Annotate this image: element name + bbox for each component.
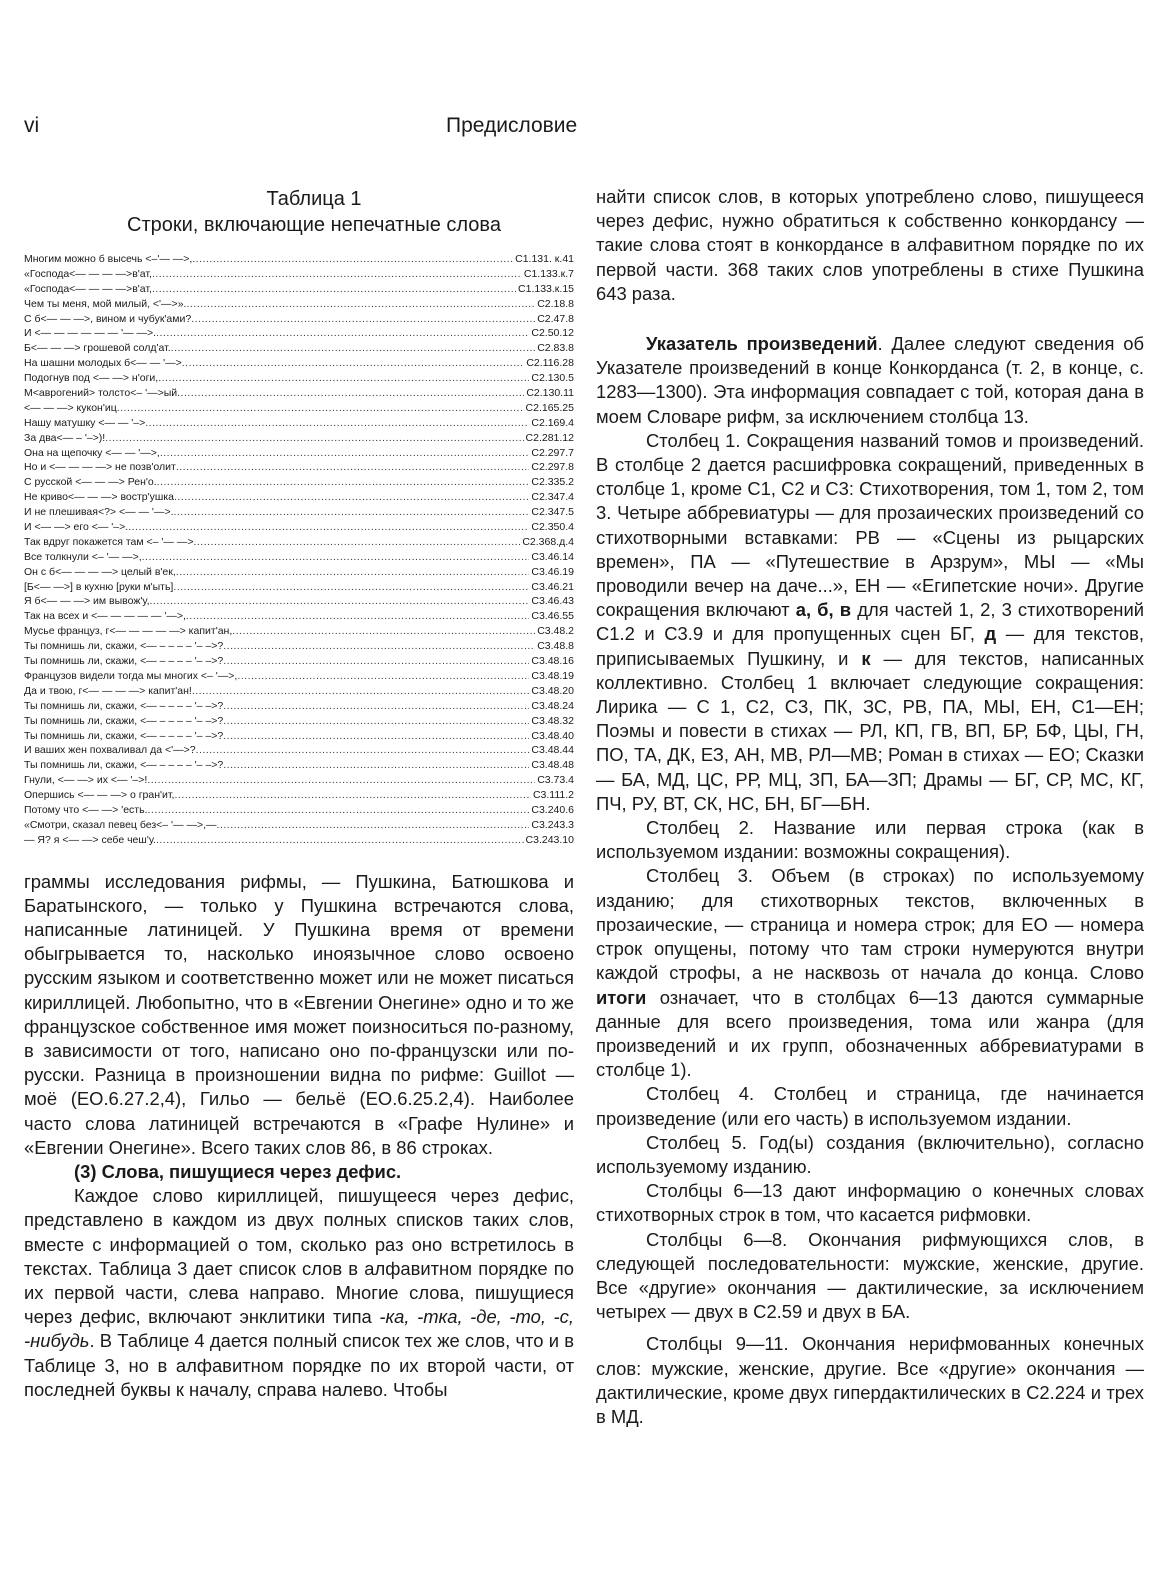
table-row-text: Потому что <— —> 'есть. — [24, 803, 148, 816]
table-row-ref: С3.48.48 — [531, 759, 574, 772]
section3-text-1: Каждое слово кириллицей, пишущееся через дефис, представлено в каждом из двух полных списков таких слов, вместе с информацией о том, сколько раз оно встретилось в текстах. Таблица 3 дает список слов в алфавитном порядке по их первой части, слева направо. Многие слова, пишущиеся через дефис, включают энклитики типа — [24, 1185, 574, 1328]
table-row-leader — [223, 758, 529, 773]
table-row-ref: С3.48.40 — [531, 729, 574, 742]
table-row-ref: С3.46.55 — [531, 610, 574, 623]
table-row-leader — [147, 773, 535, 788]
table-row-text: И ваших жен похваливал да <'—>? — [24, 744, 196, 757]
table-row-ref: С3.46.14 — [531, 550, 574, 563]
table-row — [24, 401, 574, 416]
table-row-text: Гнули, <— —> их <— '–>! — [24, 774, 148, 787]
table-row-text: Б<— — —> грошевой солд'ат. — [24, 342, 171, 355]
table-row — [24, 416, 574, 431]
table-row-text: Он с б<— — — —> целый в'ек, — [24, 565, 176, 578]
table-row-text: И <— —> его <— '–>. — [24, 521, 129, 534]
table-row-leader — [152, 267, 522, 282]
table-row — [24, 743, 574, 758]
table-row-ref: С1.133.к.7 — [523, 267, 574, 280]
table-row-ref: С1.131. к.41 — [515, 253, 574, 265]
table-row-leader — [176, 460, 530, 475]
col1-bold-d: д — [984, 623, 997, 645]
table-row-ref: С3.48.8 — [537, 640, 574, 653]
table-row-ref: С2.116.28 — [526, 357, 574, 370]
col3-text-b: означает, что в столбцах 6—13 даются суммарные данные для всего произведения, тома или жанра (для произведений и их групп, обозначенных аббревиатурами в столбце 1). — [596, 986, 1144, 1081]
table-row — [24, 535, 574, 550]
table-row — [24, 550, 574, 565]
table-row-ref: С1.133.к.15 — [518, 282, 574, 295]
table-row-leader — [223, 699, 529, 714]
table-row-text: С русской <— — —> Рен'о. — [24, 476, 157, 489]
table-row-leader — [156, 326, 529, 341]
table-row-ref: С2.281.12 — [525, 431, 574, 444]
table-row — [24, 341, 574, 356]
table-row — [24, 699, 574, 714]
right-column — [596, 186, 1144, 1429]
table-row-text: Нашу матушку <— — '–> — [24, 416, 146, 429]
table-row-ref: С2.297.7 — [531, 446, 574, 459]
col1-text-c: — для текстов, приписываемых Пушкину, и — [596, 623, 1144, 669]
table-row-text: Я б<— — —> им вывож'у, — [24, 595, 150, 608]
table-row-ref: С2.169.4 — [531, 416, 574, 429]
table-row-ref: С3.48.32 — [531, 714, 574, 727]
table-row — [24, 431, 574, 446]
table-row-ref: С2.47.8 — [537, 312, 574, 325]
col1-text-a: Столбец 1. Сокращения названий томов и произведений. В столбце 2 дается расшифровка сокращений, приведенных в столбце 1, кроме С1, С2 и С3: Стихотворения, том 1, том 2, том 3. Четыре аббревиатуры — для прозаических произведений со стихотворными вставками: РВ — «Сцены из рыцарских времен», ПА — «Путешествие в Арзрум», МЫ — «Мы проводили вечер на даче...», ЕН — «Египетские ночи». Другие сокращения включают — [596, 429, 1144, 621]
table-row — [24, 371, 574, 386]
table-row-text: Она на щепочку <— — '—>, — [24, 446, 160, 459]
table-rows — [24, 252, 574, 848]
table-row-text: Французов видели тогда мы многих <– '—>, — [24, 669, 238, 682]
table-row-ref: С2.83.8 — [537, 342, 574, 355]
table-row-text: Мусье француз, г<— — — — —> капит'ан, — [24, 625, 233, 638]
table-row-leader — [217, 818, 530, 833]
table-row — [24, 624, 574, 639]
table-row — [24, 297, 574, 312]
table-row — [24, 803, 574, 818]
table-row-leader — [186, 609, 529, 624]
table-row — [24, 520, 574, 535]
table-row-ref: С2.165.25 — [525, 401, 574, 414]
table-row-leader — [196, 743, 530, 758]
table-row-leader — [156, 833, 524, 848]
left-body — [24, 870, 574, 1402]
right-paragraph-1: найти список слов, в которых употреблено слово, пишущееся через дефис, нужно обратиться к собственно конкордансу — такие слова стоят в конкордансе в алфавитном порядке по их первой части. 368 таких слов употреблены в стихе Пушкина 643 раза. — [596, 186, 1144, 304]
table-row — [24, 386, 574, 401]
table-row-leader — [176, 565, 530, 580]
table-row-text: Чем ты меня, мой милый, <'—>». — [24, 297, 187, 310]
table-row-ref: С3.48.24 — [531, 699, 574, 712]
col1-text-b: для частей 1, 2, 3 стихотворений С1.2 и С3.9 и для пропущенных сцен БГ, — [596, 599, 1144, 645]
right-paragraph-9: Столбцы 6—8. Окончания рифмующихся слов, в следующей последовательности: мужские, женские, другие. Все «другие» окончания — дактилические, за исключением четырех — двух в С2.59 и двух в БА. — [596, 1228, 1144, 1323]
table-row-text: Ты помнишь ли, скажи, <— – – – – '– –>? — [24, 640, 224, 653]
right-paragraph-2 — [596, 332, 1144, 429]
table-row-ref: С3.73.4 — [537, 774, 574, 787]
table-row-leader — [158, 371, 529, 386]
table-row — [24, 758, 574, 773]
table-row-ref: С3.243.3 — [531, 818, 574, 831]
left-paragraph: граммы исследования рифмы, — Пушкина, Батюшкова и Баратынского, — только у Пушкина встречаются слова, написанные латиницей. У Пушкина время от времени обыгрывается то, насколько иноязычное слово освоено русским языком и соответственно может или не может писаться кириллицей. Любопытно, что в «Евгении Онегине» одно и то же французское собственное имя может поизноситься по-разному, в зависимости от того, написано оно по-французски или по-русски. Разница в произношении видна по рифме: Guillot — моё (ЕО.6.27.2,4), Гильо — бельё (ЕО.6.25.2,4). Наиболее часто слова латиницей встречаются в «Графе Нулине» и «Евгении Онегине». Всего таких слов 86, в 86 строках. — [24, 870, 574, 1158]
table-row-ref: С2.130.11 — [526, 387, 574, 400]
right-paragraph-10: Столбцы 9—11. Окончания нерифмованных конечных слов: мужские, женские, другие. Все «другие» окончания — дактилические, кроме двух гипердактилических в С2.224 и трех в МД. — [596, 1333, 1144, 1427]
table-row-text: М<аврогений> толсто<– '—>ый — [24, 387, 178, 400]
table-row-ref: С2.347.5 — [531, 506, 574, 519]
table-row-text: И <— — — — — — '— —>. — [24, 327, 157, 340]
table-row-leader — [128, 520, 529, 535]
col1-bold-abv: а, б, в — [795, 599, 852, 621]
table-row — [24, 818, 574, 833]
table-row-leader — [182, 356, 525, 371]
table-row-leader — [192, 684, 530, 699]
table-row — [24, 446, 574, 461]
table-row-text: <— — —> кукон'иц — [24, 401, 117, 414]
table-row — [24, 312, 574, 327]
table-row — [24, 356, 574, 371]
works-index-text: . Далее следуют сведения об Указателе произведений в конце Конкорданса (т. 2, в конце, с. 1283—1300). Эта информация совпадает с той, которая дана в моем Словаре рифм, за исключением столбца 13. — [596, 333, 1144, 427]
table-row-leader — [223, 714, 529, 729]
table-row-leader — [148, 803, 530, 818]
table-row-leader — [142, 550, 530, 565]
table-row-leader — [160, 446, 530, 461]
table-row-leader — [117, 401, 524, 416]
col1-text-d: — для текстов, написанных коллективно. Столбец 1 включает следующие сокращения: Лирика — С 1, С2, С3, ПК, ЗС, РВ, ПА, МЫ, ЕН, С1—ЕН; Поэмы и повести в стихах — РЛ, КП, ГВ, ВП, БР, БФ, ЦЫ, ГН, ПО, ТА, ДК, ЕЗ, АН, МВ, РЛ—МВ; Роман в стихах — ЕО; Сказки — БА, МД, ЦС, РР, МЦ, ЗП, БА—ЗП; Драмы — БГ, СР, МС, КГ, ПЧ, РУ, ВТ, СК, НС, БН, БГ—БН. — [596, 647, 1144, 814]
table-row — [24, 714, 574, 729]
table-row-text: «Смотри, сказал певец без<– '— —>,— — [24, 818, 217, 831]
table-subtitle: Строки, включающие непечатные слова — [127, 214, 501, 236]
table-row-text: [Б<— —>] в кухню [руки м'ыть] — [24, 580, 174, 593]
left-column — [24, 186, 574, 1402]
table-row — [24, 833, 574, 848]
section3-heading-text: (3) Слова, пишущиеся через дефис. — [74, 1161, 402, 1183]
table-row-ref: С3.48.16 — [531, 655, 574, 668]
table-row — [24, 267, 574, 282]
table-row-leader — [223, 729, 529, 744]
table-row — [24, 282, 574, 297]
table-row-ref: С3.243.10 — [525, 833, 574, 846]
table-row-leader — [237, 669, 529, 684]
table-row — [24, 460, 574, 475]
right-paragraph-3 — [596, 429, 1144, 816]
table-row-text: Многим можно б высечь <–'— —>, — [24, 253, 193, 265]
table-row — [24, 505, 574, 520]
right-paragraph-7: Столбец 5. Год(ы) создания (включительно), согласно используемому изданию. — [596, 1131, 1144, 1177]
right-paragraph-8: Столбцы 6—13 дают информацию о конечных словах стихотворных строк в том, что касается рифмовки. — [596, 1180, 1144, 1226]
page-number: vi — [24, 114, 40, 137]
table-row-ref: С3.48.44 — [531, 744, 574, 757]
table-row — [24, 475, 574, 490]
table-row-ref: С2.130.5 — [531, 372, 574, 385]
table-row — [24, 639, 574, 654]
table-row-text: Ты помнишь ли, скажи, <— – – – – '– –>? — [24, 699, 224, 712]
table-row — [24, 773, 574, 788]
table-row-leader — [193, 535, 520, 550]
table-row-text: Подогнув под <— —> н'оги, — [24, 372, 159, 385]
table-row-leader — [186, 297, 535, 312]
table-row-leader — [171, 341, 536, 356]
table-row — [24, 729, 574, 744]
table-row-ref: С3.46.21 — [531, 580, 574, 593]
table-row — [24, 580, 574, 595]
col1-bold-k: к — [861, 647, 871, 669]
table-row-ref: С2.50.12 — [531, 327, 574, 340]
right-paragraph-6: Столбец 4. Столбец и страница, где начинается произведение (или его часть) в используемом издании. — [596, 1083, 1144, 1129]
table-row-text: Все толкнули <– '— —>, — [24, 550, 142, 563]
table-row-text: Но и <— — — —> не позв'олит — [24, 461, 176, 474]
table-row — [24, 594, 574, 609]
col3-text-a: Столбец 3. Объем (в строках) по используемому изданию; для стихотворных текстов, включенных в прозаические, — страница и номера строк; для ЕО — номера строк опущены, потому что там строки нумеруются внутри каждой строфы, а не насквозь от начала до конца. Слово — [596, 865, 1144, 984]
table-row-leader — [174, 490, 529, 505]
table-row-ref: С3.46.19 — [531, 565, 574, 578]
table-row-leader — [145, 416, 529, 431]
table-row-leader — [174, 505, 530, 520]
table-row-text: На шашни молодых б<— — '—> — [24, 357, 182, 370]
table-row-text: Не криво<— — —> востр'ушка — [24, 491, 174, 504]
table-row-leader — [173, 580, 529, 595]
table-row-text: Так на всех и <— — — — — '—>, — [24, 610, 186, 623]
table-row-leader — [174, 788, 530, 803]
table-row-text: Опершись <— — —> о гран'ит, — [24, 789, 175, 802]
table-row-text: Ты помнишь ли, скажи, <— – – – – '– –>? — [24, 729, 224, 742]
table-row-ref: С3.48.20 — [531, 684, 574, 697]
table-row — [24, 788, 574, 803]
table-row-leader — [105, 431, 523, 446]
table-row-leader — [191, 312, 535, 327]
table-row-leader — [223, 654, 529, 669]
table-row-ref: С2.18.8 — [537, 297, 574, 310]
table-row-text: Да и твою, г<— — — —> капит'ан! — [24, 684, 192, 697]
table-row-leader — [177, 386, 524, 401]
col3-bold-itogi: итоги — [596, 986, 647, 1008]
table-row — [24, 654, 574, 669]
table-row-text: — Я? я <— —> себе чеш'у. — [24, 833, 156, 846]
table-row — [24, 326, 574, 341]
table-row-ref: С2.347.4 — [531, 491, 574, 504]
works-index-heading: Указатель произведений — [646, 333, 878, 355]
table-row-leader — [223, 639, 535, 654]
table-row-leader — [192, 252, 513, 267]
table-row-ref: С2.297.8 — [531, 461, 574, 474]
running-title: Предисловие — [446, 114, 578, 137]
table-row — [24, 669, 574, 684]
section3-paragraph — [24, 1184, 574, 1402]
table-row-ref: С2.350.4 — [531, 521, 574, 534]
section3-heading — [24, 1160, 574, 1184]
table-row-text: Ты помнишь ли, скажи, <— – – – – '– –>? — [24, 714, 224, 727]
table-row — [24, 609, 574, 624]
section3-text-2: . В Таблице 4 дается полный список тех же слов, что и в Таблице 3, но в алфавитном порядке по их второй части, от последней буквы к началу, справа налево. Чтобы — [24, 1330, 574, 1400]
table-row-ref: С3.48.2 — [537, 625, 574, 638]
page-header — [0, 114, 1167, 144]
table-row-ref: С2.335.2 — [531, 476, 574, 489]
table-row-leader — [149, 594, 529, 609]
table-row-text: «Господа<— — — —>в'ат, — [24, 267, 152, 280]
right-paragraph-4: Столбец 2. Название или первая строка (как в используемом издании: возможны сокращения). — [596, 817, 1144, 863]
table-row-text: Так вдруг покажется там <– '— —> — [24, 535, 194, 548]
table-row-ref: С3.48.19 — [531, 669, 574, 682]
table-row-text: Ты помнишь ли, скажи, <— – – – – '– –>? — [24, 655, 224, 668]
table-row — [24, 252, 574, 267]
table-row-text: С б<— — —>, вином и чубук'ами? — [24, 312, 192, 325]
table-row — [24, 684, 574, 699]
table-row-text: «Господа<— — — —>в'ат, — [24, 282, 152, 295]
table-row-ref: С3.111.2 — [532, 789, 574, 802]
table-row-leader — [232, 624, 535, 639]
table-row-leader — [152, 282, 516, 297]
table-row — [24, 565, 574, 580]
table-row-ref: С3.240.6 — [531, 803, 574, 816]
table-row-text: За два<— – '–>)! — [24, 431, 106, 444]
table-row-ref: С2.368.д.4 — [522, 535, 574, 548]
table-title: Таблица 1 — [266, 188, 362, 210]
table-row-ref: С3.46.43 — [531, 595, 574, 608]
table-row-leader — [157, 475, 530, 490]
table-row-text: Ты помнишь ли, скажи, <— – – – – '– –>? — [24, 759, 224, 772]
table-row — [24, 490, 574, 505]
table-row-text: И не плешивая<?> <— — '—>. — [24, 506, 174, 519]
right-paragraph-5 — [596, 864, 1144, 1082]
section3-enclitics: -ка, -тка, -де, -то, -с, -нибудь — [24, 1306, 574, 1352]
